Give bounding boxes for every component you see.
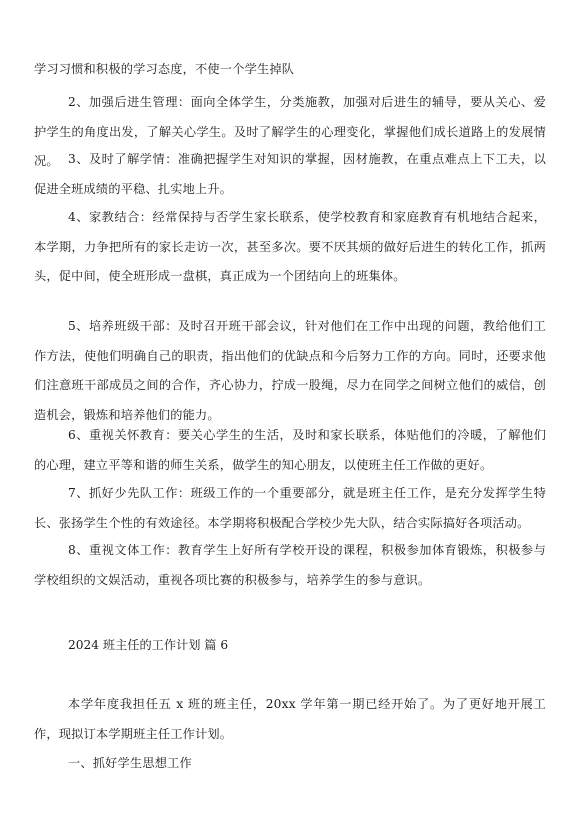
paragraph-item-7: 7、抓好少先队工作：班级工作的一个重要部分，就是班主任工作，是充分发挥学生特长、张扬学生个性的有效途径。本学期将积极配合学校少先大队，结合实际搞好各项活动。 (34, 486, 546, 530)
subheading: 一、抓好学生思想工作 (68, 756, 192, 770)
paragraph-item-5: 5、培养班级干部：及时召开班干部会议，针对他们在工作中出现的问题，教给他们工作方法，使他们明确自己的职责，指出他们的优缺点和今后努力工作的方向。同时，还要求他们注意班干部成员之间的合作，齐心协力，拧成一股绳，尽力在同学之间树立他们的威信，创造机会，锻炼和培养他们的能力。 (34, 319, 546, 422)
paragraph-item-4: 4、家教结合：经常保持与否学生家长联系，使学校教育和家庭教育有机地结合起来，本学期，力争把所有的家长走访一次，甚至多次。要不厌其烦的做好后进生的转化工作，抓两头，促中间，使全班形成一盘棋，真正成为一个团结向上的班集体。 (34, 210, 546, 283)
paragraph-item-3: 3、及时了解学情：准确把握学生对知识的掌握，因材施教，在重点难点上下工夫，以促进全班成绩的平稳、扎实地上升。 (34, 152, 546, 196)
paragraph-continuation: 学习习惯和积极的学习态度，不使一个学生掉队 (34, 62, 295, 76)
paragraph-item-6: 6、重视关怀教育：要关心学生的生活，及时和家长联系，体贴他们的冷暖，了解他们的心理，建立平等和谐的师生关系，做学生的知心朋友，以使班主任工作做的更好。 (34, 428, 546, 472)
paragraph-item-8: 8、重视文体工作：教育学生上好所有学校开设的课程，积极参加体育锻炼，积极参与学校组织的文娱活动，重视各项比赛的积极参与，培养学生的参与意识。 (34, 543, 546, 587)
paragraph-item-2: 2、加强后进生管理：面向全体学生，分类施教，加强对后进生的辅导，要从关心、爱护学生的角度出发，了解关心学生。及时了解学生的心理变化，掌握他们成长道路上的发展情况。 (34, 95, 546, 168)
intro-paragraph: 本学年度我担任五 x 班的班主任，20xx 学年第一期已经开始了。为了更好地开展工作，现拟订本学期班主任工作计划。 (34, 697, 546, 741)
section-title: 2024 班主任的工作计划 篇 6 (68, 638, 229, 652)
